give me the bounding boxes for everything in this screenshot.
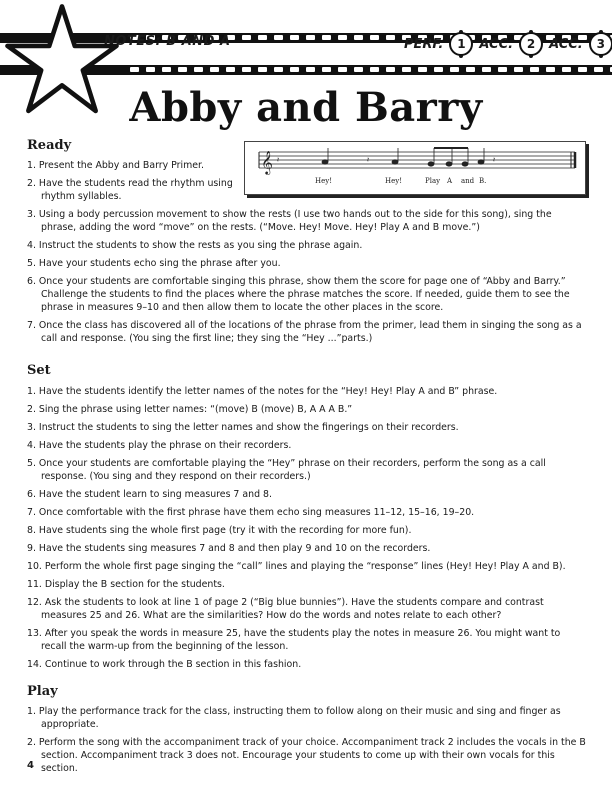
set-heading: Set — [27, 363, 51, 378]
sprocket-hole — [370, 35, 379, 40]
sprocket-hole — [466, 67, 475, 72]
play-heading: Play — [27, 684, 58, 699]
list-item: 13. After you speak the words in measure 25, have the students play the notes in measure 26. You might want to recall the warm-up from the beginning of the lesson. — [27, 628, 561, 652]
music-staff — [245, 142, 585, 194]
sprocket-hole — [306, 35, 315, 40]
badge-perf-number: 1 — [449, 32, 473, 56]
play-list — [27, 705, 587, 780]
sprocket-hole — [386, 35, 395, 40]
sprocket-hole — [434, 67, 443, 72]
ready-heading: Ready — [27, 138, 72, 153]
list-item: 1. Play the performance track for the class, instructing them to follow along on their music and sing and finger as appropriate. — [27, 706, 561, 730]
sprocket-hole — [546, 67, 555, 72]
list-item: 3. Instruct the students to sing the letter names and show the fingerings on their recorders. — [27, 422, 459, 433]
lyric-a: A — [447, 177, 453, 185]
badge-acc3-label: ACC. — [549, 36, 583, 52]
badge-acc2-number: 2 — [519, 32, 543, 56]
list-item: 11. Display the B section for the students. — [27, 579, 225, 590]
lyric-play: Play — [425, 177, 441, 185]
sprocket-hole — [562, 67, 571, 72]
difficulty-badges — [404, 31, 612, 57]
list-item: 5. Have your students echo sing the phrase after you. — [27, 258, 281, 269]
badge-acc3-number: 3 — [589, 32, 612, 56]
sprocket-hole — [578, 67, 587, 72]
sprocket-hole — [242, 67, 251, 72]
list-item: 6. Once your students are comfortable singing this phrase, show them the score for page one of “Abby and Barry.” Challenge the students to find the places where the phrase matches the score. If needed, guide them to see the phrase in measures 9–10 and then allow them to locate the other places in the score. — [27, 276, 570, 313]
sprocket-hole — [162, 67, 171, 72]
sprocket-hole — [130, 67, 139, 72]
sprocket-hole — [450, 67, 459, 72]
list-item: 3. Using a body percussion movement to show the rests (I use two hands out to the side for this song), sing the phrase, adding the word “move” on the rests. (“Move. Hey! Move. Hey! Play A and B move.”) — [27, 209, 552, 233]
sprocket-hole — [274, 35, 283, 40]
sprocket-hole — [514, 67, 523, 72]
sprocket-hole — [290, 35, 299, 40]
list-item: 9. Have the students sing measures 7 and 8 and then play 9 and 10 on the recorders. — [27, 543, 431, 554]
list-item: 4. Have the students play the phrase on their recorders. — [27, 440, 292, 451]
note-a — [446, 162, 452, 166]
sprocket-hole — [594, 67, 603, 72]
list-item: 2. Have the students read the rhythm using rhythm syllables. — [27, 178, 233, 202]
sprocket-hole — [402, 67, 411, 72]
sprocket-hole — [226, 67, 235, 72]
sprocket-hole — [146, 67, 155, 72]
list-item: 1. Have the students identify the letter names of the notes for the “Hey! Hey! Play A and B” phrase. — [27, 386, 498, 397]
primer-score — [244, 141, 586, 195]
sprocket-hole — [354, 67, 363, 72]
sprocket-hole — [322, 67, 331, 72]
sprocket-hole — [210, 67, 219, 72]
note-a — [428, 162, 434, 166]
list-item: 4. Instruct the students to show the rests as you sing the phrase again. — [27, 240, 363, 251]
sprocket-hole — [338, 35, 347, 40]
notes-label: NOTES: B AND A — [104, 34, 231, 49]
note-b — [392, 160, 398, 164]
list-item: 10. Perform the whole first page singing the “call” lines and playing the “response” lines (Hey! Hey! Play A and B). — [27, 561, 566, 572]
list-item: 2. Sing the phrase using letter names: “(move) B (move) B, A A A B.” — [27, 404, 353, 415]
sprocket-hole — [194, 67, 203, 72]
sprocket-hole — [482, 67, 491, 72]
list-item: 2. Perform the song with the accompaniment track of your choice. Accompaniment track 2 includes the vocals in the B section. Accompaniment track 3 does not. Encourage your students to come up with their own vocals for this section. — [27, 737, 586, 774]
sprocket-hole — [306, 67, 315, 72]
quarter-rest-icon: 𝄽 — [277, 156, 280, 164]
sprocket-hole — [498, 67, 507, 72]
sprocket-hole — [530, 67, 539, 72]
lyric-b: B. — [479, 177, 487, 185]
badge-acc2-label: ACC. — [479, 36, 514, 52]
sprocket-hole — [258, 67, 267, 72]
lyric-and: and — [461, 177, 475, 185]
note-a — [462, 162, 468, 166]
lyric-hey-2: Hey! — [385, 177, 403, 185]
sprocket-hole — [354, 35, 363, 40]
sprocket-hole — [178, 67, 187, 72]
badge-perf-label: PERF. — [404, 36, 444, 52]
sprocket-hole — [242, 35, 251, 40]
quarter-rest-icon: 𝄽 — [493, 156, 496, 164]
treble-clef-icon: 𝄞 — [261, 150, 273, 174]
sprocket-hole — [274, 67, 283, 72]
list-item: 12. Ask the students to look at line 1 of page 2 (“Big blue bunnies”). Have the students compare and contrast measures 25 and 26. What are the similarities? How do the words and notes relate to each other? — [27, 597, 544, 621]
list-item: 1. Present the Abby and Barry Primer. — [27, 160, 204, 171]
list-item: 7. Once the class has discovered all of the locations of the phrase from the primer, lead them in singing the song as a call and response. (You sing the first line; they sing the “Hey ...”parts.) — [27, 320, 582, 344]
list-item: 5. Once your students are comfortable playing the “Hey” phrase on their recorders, perform the song as a call response. (You sing and they respond on their recorders.) — [27, 458, 546, 482]
note-b — [322, 160, 328, 164]
list-item: 14. Continue to work through the B section in this fashion. — [27, 659, 302, 670]
list-item: 6. Have the student learn to sing measures 7 and 8. — [27, 489, 272, 500]
list-item: 7. Once comfortable with the first phrase have them echo sing measures 11–12, 15–16, 19–20. — [27, 507, 475, 518]
sprocket-hole — [338, 67, 347, 72]
sprocket-hole — [386, 67, 395, 72]
note-b — [478, 160, 484, 164]
sprocket-hole — [322, 35, 331, 40]
lyric-hey-1: Hey! — [315, 177, 333, 185]
sprocket-hole — [370, 67, 379, 72]
sprocket-hole — [258, 35, 267, 40]
page-number: 4 — [27, 760, 34, 771]
sprocket-hole — [290, 67, 299, 72]
sprocket-hole — [418, 67, 427, 72]
quarter-rest-icon: 𝄽 — [367, 156, 370, 164]
list-item: 8. Have students sing the whole first page (try it with the recording for more fun). — [27, 525, 412, 536]
page-title: Abby and Barry — [129, 84, 483, 131]
set-list — [27, 385, 587, 676]
